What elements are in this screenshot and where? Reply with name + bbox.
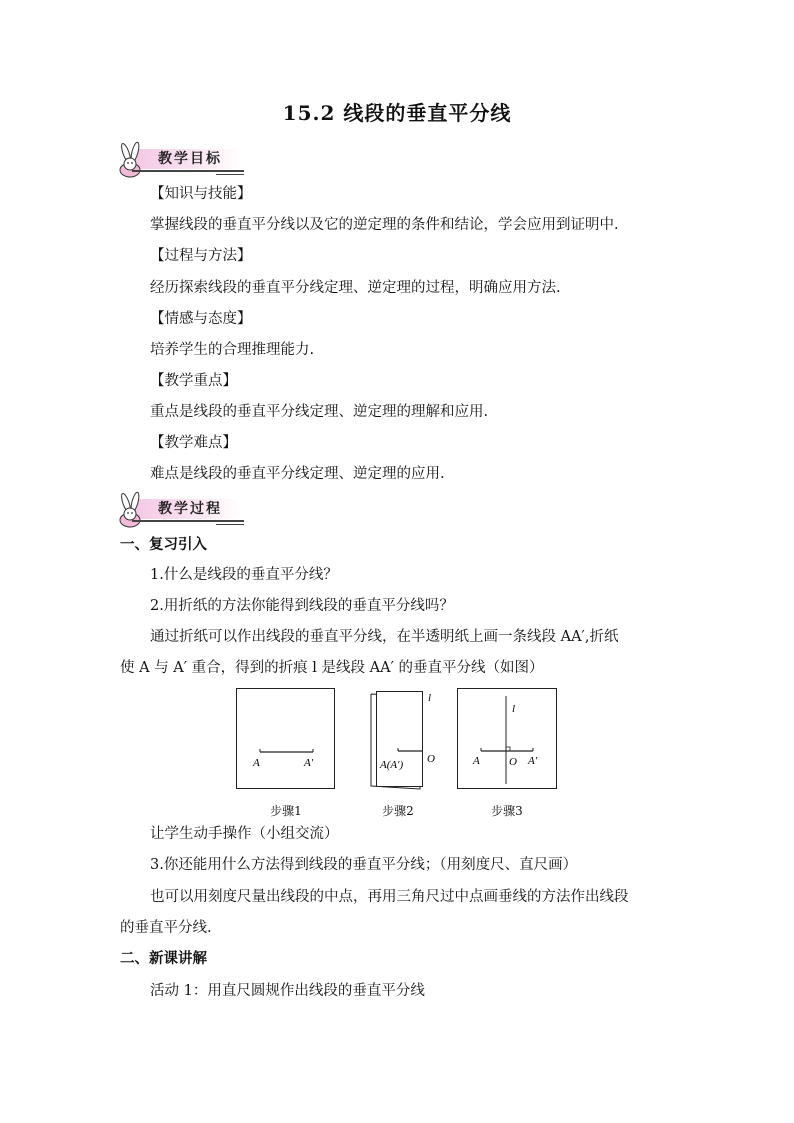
process-text: 经历探索线段的垂直平分线定理、逆定理的过程，明确应用方法. (150, 280, 561, 296)
label-l: l (428, 692, 432, 704)
banner-underline-short (216, 174, 244, 175)
hands-on-text: 让学生动手操作（小组交流） (150, 826, 339, 842)
knowledge-heading: 【知识与技能】 (150, 186, 252, 202)
label-A: A (473, 755, 480, 767)
banner-label: 教学过程 (158, 501, 222, 517)
figure-step1 (236, 688, 336, 794)
banner-underline (132, 170, 244, 172)
paper-square (458, 689, 557, 789)
heading-new-lesson: 二、新课讲解 (120, 950, 207, 967)
caption-step3: 步骤3 (491, 804, 523, 818)
bunny-icon (116, 490, 156, 530)
caption-step1: 步骤1 (270, 804, 302, 818)
banner-underline-short (216, 524, 244, 525)
activity-1: 活动 1：用直尺圆规作出线段的垂直平分线 (150, 983, 425, 999)
paragraph-fold-line1: 通过折纸可以作出线段的垂直平分线，在半透明纸上画一条线段 AA′,折纸 (150, 629, 619, 645)
step3-drawing (457, 688, 559, 790)
keypoint-heading: 【教学重点】 (150, 373, 237, 389)
figure-step2 (368, 688, 448, 794)
question-3: 3.你还能用什么方法得到线段的垂直平分线；（用刻度尺、直尺画） (150, 857, 578, 873)
label-A-fold: A(A′) (380, 759, 404, 771)
label-l: l (512, 703, 516, 715)
step1-drawing (236, 688, 336, 790)
question-1: 1.什么是线段的垂直平分线？ (150, 567, 338, 583)
heading-review: 一、复习引入 (120, 536, 207, 553)
label-A-prime: A′ (528, 755, 538, 767)
section-banner-process (116, 490, 244, 530)
keypoint-text: 重点是线段的垂直平分线定理、逆定理的理解和应用. (150, 404, 489, 420)
label-O: O (427, 753, 435, 765)
label-A-prime: A′ (304, 757, 314, 769)
paragraph-ruler-line1: 也可以用刻度尺量出线段的中点，再用三角尺过中点画垂线的方法作出线段 (150, 889, 629, 905)
figure-step3 (457, 688, 559, 794)
difficulty-text: 难点是线段的垂直平分线定理、逆定理的应用. (150, 466, 445, 482)
banner-underline (132, 520, 244, 522)
page-title: 15.2 线段的垂直平分线 (282, 101, 512, 125)
banner-label: 教学目标 (158, 151, 222, 167)
process-heading: 【过程与方法】 (150, 248, 252, 264)
paragraph-fold-line2: 使 A 与 A′ 重合，得到的折痕 l 是线段 AA′ 的垂直平分线（如图） (120, 660, 544, 676)
paper-folded (377, 692, 423, 787)
difficulty-heading: 【教学难点】 (150, 435, 237, 451)
paper-square (237, 689, 335, 789)
step2-drawing (368, 688, 448, 790)
bunny-icon (116, 140, 156, 180)
label-A: A (253, 757, 260, 769)
question-2: 2.用折纸的方法你能得到线段的垂直平分线吗？ (150, 598, 454, 614)
attitude-heading: 【情感与态度】 (150, 311, 252, 327)
label-O: O (509, 756, 517, 768)
caption-step2: 步骤2 (382, 804, 414, 818)
attitude-text: 培养学生的合理推理能力. (150, 342, 315, 358)
section-banner-objectives (116, 140, 244, 180)
paragraph-ruler-line2: 的垂直平分线. (120, 920, 212, 936)
knowledge-text: 掌握线段的垂直平分线以及它的逆定理的条件和结论，学会应用到证明中. (150, 217, 619, 233)
